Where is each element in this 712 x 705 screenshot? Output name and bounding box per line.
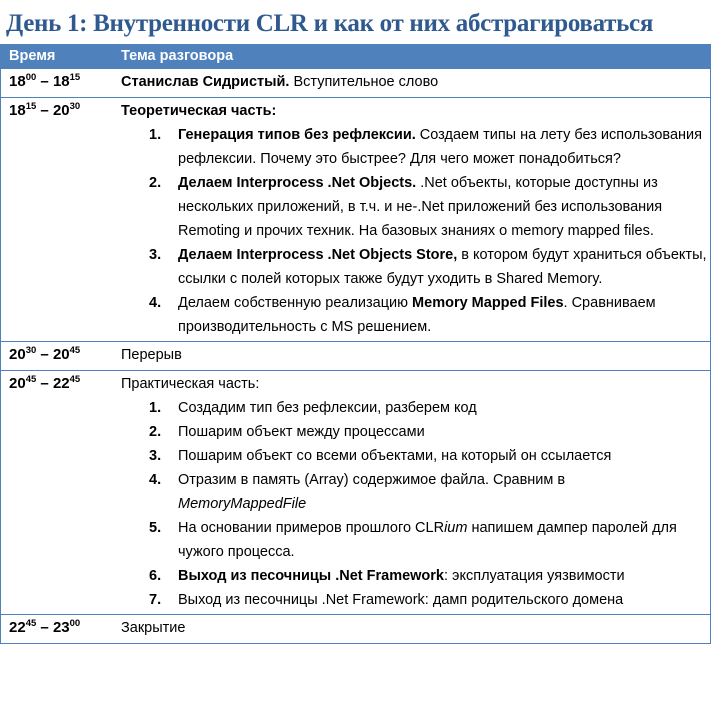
item-text: Делаем собственную реализацию (178, 295, 413, 311)
item-text: : эксплуатация уязвимости (444, 568, 625, 584)
topic-cell (121, 615, 711, 644)
list-number: 4. (149, 472, 162, 488)
start-hour: 22 (9, 619, 26, 636)
list-item (121, 123, 710, 171)
speaker-name: Станислав Сидристый. (121, 74, 290, 90)
item-bold-text: Выход из песочницы .Net Framework (178, 568, 444, 584)
list-item (121, 444, 710, 468)
start-hour: 20 (9, 375, 26, 392)
start-minute: 00 (25, 72, 37, 83)
time-dash: – (36, 346, 53, 363)
start-hour: 18 (9, 73, 26, 90)
item-text: .Net объекты, которые доступны из нескольких приложений, в т.ч. и не-.Net приложений без использования Remoting и прочих техник. На базовых знаниях о memory mapped files. (178, 175, 663, 239)
topic-list (121, 396, 710, 612)
time-cell (1, 342, 122, 371)
list-item (121, 291, 710, 339)
table-header-row (1, 45, 711, 69)
time-dash: – (36, 102, 53, 119)
page-title: День 1: Внутренности CLR и как от них абстрагироваться (6, 10, 654, 37)
topic-list (121, 123, 710, 339)
list-item (121, 243, 710, 291)
start-hour: 20 (9, 346, 26, 363)
list-item (121, 516, 710, 564)
topic-text (121, 342, 710, 368)
item-text: напишем дампер паролей для чужого процесса. (178, 520, 677, 560)
time-dash: – (36, 375, 53, 392)
item-italic-text: MemoryMappedFile (178, 496, 307, 512)
time-cell (1, 69, 122, 98)
time-range (9, 102, 80, 119)
end-hour: 23 (52, 619, 70, 636)
item-bold-text: Memory Mapped Files (412, 295, 564, 311)
list-item (121, 588, 710, 612)
list-number: 2. (149, 424, 162, 440)
table-row (1, 342, 711, 371)
time-range (9, 619, 80, 636)
start-minute: 45 (25, 374, 37, 385)
item-bold-text: Делаем Interprocess .Net Objects. (178, 175, 417, 191)
list-number: 3. (149, 448, 162, 464)
start-minute: 30 (25, 345, 37, 356)
topic-text (121, 69, 710, 95)
table-row (1, 98, 711, 342)
list-number: 1. (149, 400, 162, 416)
time-cell (1, 615, 122, 644)
item-italic-text: ium (444, 520, 468, 536)
item-text: Выход из песочницы .Net Framework: дамп родительского домена (178, 592, 624, 608)
end-minute: 15 (69, 72, 81, 83)
list-number: 4. (149, 295, 162, 311)
start-minute: 15 (25, 101, 37, 112)
time-range (9, 375, 80, 392)
item-text: Пошарим объект между процессами (178, 424, 425, 440)
list-number: 1. (149, 127, 162, 143)
list-number: 2. (149, 175, 162, 191)
topic-text (121, 615, 710, 641)
item-text: Пошарим объект со всеми объектами, на который он ссылается (178, 448, 612, 464)
item-bold-text: Генерация типов без рефлексии. (178, 127, 416, 143)
end-hour: 20 (52, 102, 70, 119)
topic-description: Перерыв (121, 347, 182, 363)
column-header-time: Время (1, 45, 122, 69)
item-text: Создаем типы на лету без использования рефлексии. Почему это быстрее? Для чего может понадобиться? (178, 127, 702, 167)
end-minute: 30 (69, 101, 81, 112)
item-text: . Сравниваем производительность с MS решением. (178, 295, 656, 335)
table-row (1, 69, 711, 98)
list-number: 7. (149, 592, 162, 608)
end-hour: 20 (52, 346, 70, 363)
item-text: Создадим тип без рефлексии, разберем код (178, 400, 477, 416)
start-hour: 18 (9, 102, 26, 119)
start-minute: 45 (25, 618, 37, 629)
end-hour: 18 (52, 73, 70, 90)
time-cell (1, 371, 122, 615)
table-row (1, 615, 711, 644)
schedule-table (0, 44, 711, 644)
item-text: На основании примеров прошлого CLR (178, 520, 445, 536)
section-heading: Практическая часть: (121, 376, 260, 392)
list-item (121, 468, 710, 516)
list-item (121, 420, 710, 444)
list-item (121, 171, 710, 243)
time-cell (1, 98, 122, 342)
item-bold-text: Делаем Interprocess .Net Objects Store, (178, 247, 458, 263)
list-item (121, 564, 710, 588)
section-heading: Теоретическая часть: (121, 103, 277, 119)
list-number: 6. (149, 568, 162, 584)
topic-description: Вступительное слово (289, 74, 439, 90)
list-number: 5. (149, 520, 162, 536)
time-dash: – (36, 73, 53, 90)
end-minute: 00 (69, 618, 81, 629)
time-range (9, 73, 80, 90)
item-text: в котором будут храниться объекты, ссылки с полей которых также будут уходить в Shared Memory. (178, 247, 707, 287)
end-minute: 45 (69, 374, 81, 385)
time-range (9, 346, 80, 363)
item-text: Отразим в память (Array) содержимое файла. Сравним в (178, 472, 566, 488)
topic-cell (121, 342, 711, 371)
topic-cell (121, 69, 711, 98)
topic-description: Закрытие (121, 620, 186, 636)
topic-cell (121, 98, 711, 342)
list-number: 3. (149, 247, 162, 263)
table-row (1, 371, 711, 615)
topic-cell (121, 371, 711, 615)
column-header-topic: Тема разговора (121, 45, 711, 69)
list-item (121, 396, 710, 420)
end-minute: 45 (69, 345, 81, 356)
end-hour: 22 (52, 375, 70, 392)
time-dash: – (36, 619, 53, 636)
